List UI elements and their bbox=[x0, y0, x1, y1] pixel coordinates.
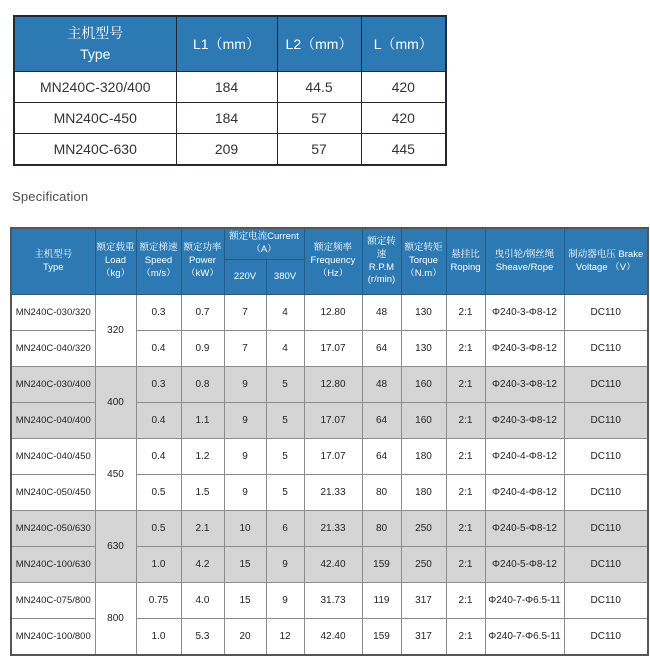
spec-row bbox=[11, 583, 648, 619]
spec-cell-torque: 130 bbox=[401, 331, 446, 367]
spec-cell-frequency: 12.80 bbox=[304, 295, 362, 331]
spec-cell-roping: 2:1 bbox=[446, 511, 485, 547]
spec-cell-current_380v: 5 bbox=[266, 367, 304, 403]
spec-cell-frequency: 17.07 bbox=[304, 439, 362, 475]
spec-cell-current_220v: 7 bbox=[224, 295, 266, 331]
spec-header-roping: 悬挂比 Roping bbox=[446, 228, 485, 295]
spec-cell-torque: 317 bbox=[401, 583, 446, 619]
dim-header-cell: L（mm） bbox=[361, 16, 446, 72]
spec-cell-brake_voltage: DC110 bbox=[564, 295, 648, 331]
spec-cell-torque: 160 bbox=[401, 367, 446, 403]
spec-cell-brake_voltage: DC110 bbox=[564, 331, 648, 367]
spec-row bbox=[11, 439, 648, 475]
spec-cell-speed: 0.3 bbox=[136, 295, 181, 331]
spec-cell-frequency: 17.07 bbox=[304, 331, 362, 367]
spec-cell-rpm: 119 bbox=[362, 583, 401, 619]
spec-cell-current_220v: 9 bbox=[224, 403, 266, 439]
spec-sub-header-current_220v: 220V bbox=[224, 260, 266, 295]
spec-cell-type: MN240C-100/800 bbox=[11, 619, 95, 656]
spec-cell-load: 630 bbox=[95, 511, 136, 583]
spec-cell-speed: 0.3 bbox=[136, 367, 181, 403]
spec-cell-frequency: 31.73 bbox=[304, 583, 362, 619]
spec-header-load: 额定载重 Load （kg） bbox=[95, 228, 136, 295]
spec-cell-sheave_rope: Φ240-3-Φ8-12 bbox=[485, 367, 564, 403]
spec-cell-current_380v: 4 bbox=[266, 331, 304, 367]
spec-cell-sheave_rope: Φ240-4-Φ8-12 bbox=[485, 475, 564, 511]
spec-cell-current_220v: 20 bbox=[224, 619, 266, 656]
spec-cell-brake_voltage: DC110 bbox=[564, 403, 648, 439]
spec-cell-type: MN240C-075/800 bbox=[11, 583, 95, 619]
spec-cell-power: 4.2 bbox=[181, 547, 224, 583]
spec-cell-torque: 250 bbox=[401, 511, 446, 547]
spec-cell-power: 5.3 bbox=[181, 619, 224, 656]
spec-header-torque: 额定转矩 Torque （N.m） bbox=[401, 228, 446, 295]
spec-cell-brake_voltage: DC110 bbox=[564, 475, 648, 511]
dim-header-cell: 主机型号 Type bbox=[14, 16, 176, 72]
spec-cell-rpm: 80 bbox=[362, 475, 401, 511]
spec-cell-speed: 1.0 bbox=[136, 547, 181, 583]
spec-cell-torque: 180 bbox=[401, 439, 446, 475]
spec-cell-current_380v: 5 bbox=[266, 475, 304, 511]
spec-cell-brake_voltage: DC110 bbox=[564, 511, 648, 547]
spec-cell-type: MN240C-050/630 bbox=[11, 511, 95, 547]
spec-cell-rpm: 48 bbox=[362, 367, 401, 403]
spec-cell-current_220v: 15 bbox=[224, 547, 266, 583]
spec-cell-sheave_rope: Φ240-5-Φ8-12 bbox=[485, 547, 564, 583]
spec-cell-rpm: 80 bbox=[362, 511, 401, 547]
spec-cell-speed: 0.4 bbox=[136, 331, 181, 367]
spec-cell-speed: 0.4 bbox=[136, 439, 181, 475]
spec-header-rpm: 额定转速 R.P.M (r/min) bbox=[362, 228, 401, 295]
spec-cell-type: MN240C-040/400 bbox=[11, 403, 95, 439]
spec-row bbox=[11, 511, 648, 547]
spec-cell-roping: 2:1 bbox=[446, 583, 485, 619]
spec-header-brake_voltage: 制动器电压 Brake Voltage （V） bbox=[564, 228, 648, 295]
specification-table bbox=[10, 227, 649, 656]
spec-cell-rpm: 64 bbox=[362, 331, 401, 367]
spec-cell-power: 4.0 bbox=[181, 583, 224, 619]
spec-cell-torque: 250 bbox=[401, 547, 446, 583]
spec-cell-current_380v: 9 bbox=[266, 583, 304, 619]
spec-cell-sheave_rope: Φ240-4-Φ8-12 bbox=[485, 439, 564, 475]
spec-cell-type: MN240C-040/450 bbox=[11, 439, 95, 475]
spec-cell-roping: 2:1 bbox=[446, 403, 485, 439]
dim-table-row bbox=[14, 72, 446, 103]
dim-header-cell: L1（mm） bbox=[176, 16, 277, 72]
spec-header-speed: 额定梯速 Speed （m/s） bbox=[136, 228, 181, 295]
spec-cell-roping: 2:1 bbox=[446, 547, 485, 583]
dimensions-table-header-row bbox=[14, 16, 446, 72]
dim-cell-value: 57 bbox=[277, 134, 361, 166]
spec-cell-frequency: 12.80 bbox=[304, 367, 362, 403]
spec-cell-current_380v: 9 bbox=[266, 547, 304, 583]
spec-cell-current_220v: 10 bbox=[224, 511, 266, 547]
dim-cell-value: 184 bbox=[176, 103, 277, 134]
spec-cell-power: 2.1 bbox=[181, 511, 224, 547]
spec-header-sheave_rope: 曳引轮/钢丝绳 Sheave/Rope bbox=[485, 228, 564, 295]
spec-cell-type: MN240C-040/320 bbox=[11, 331, 95, 367]
spec-cell-speed: 1.0 bbox=[136, 619, 181, 656]
spec-cell-type: MN240C-100/630 bbox=[11, 547, 95, 583]
spec-cell-sheave_rope: Φ240-3-Φ8-12 bbox=[485, 403, 564, 439]
spec-cell-current_220v: 7 bbox=[224, 331, 266, 367]
dimensions-table bbox=[13, 15, 447, 166]
spec-cell-current_220v: 9 bbox=[224, 367, 266, 403]
spec-cell-speed: 0.5 bbox=[136, 475, 181, 511]
spec-cell-brake_voltage: DC110 bbox=[564, 619, 648, 656]
spec-cell-rpm: 64 bbox=[362, 403, 401, 439]
spec-cell-current_380v: 5 bbox=[266, 403, 304, 439]
spec-cell-brake_voltage: DC110 bbox=[564, 367, 648, 403]
spec-group-header-current: 额定电流Current （A） bbox=[224, 228, 304, 260]
dim-cell-type: MN240C-450 bbox=[14, 103, 176, 134]
spec-cell-frequency: 17.07 bbox=[304, 403, 362, 439]
spec-row bbox=[11, 367, 648, 403]
dim-cell-value: 420 bbox=[361, 72, 446, 103]
spec-cell-load: 400 bbox=[95, 367, 136, 439]
spec-cell-rpm: 159 bbox=[362, 619, 401, 656]
spec-cell-sheave_rope: Φ240-7-Φ6.5-11 bbox=[485, 619, 564, 656]
spec-cell-sheave_rope: Φ240-7-Φ6.5-11 bbox=[485, 583, 564, 619]
spec-cell-frequency: 21.33 bbox=[304, 475, 362, 511]
spec-cell-load: 450 bbox=[95, 439, 136, 511]
dim-cell-value: 44.5 bbox=[277, 72, 361, 103]
dim-cell-type: MN240C-630 bbox=[14, 134, 176, 166]
spec-cell-speed: 0.5 bbox=[136, 511, 181, 547]
dim-cell-value: 184 bbox=[176, 72, 277, 103]
spec-cell-sheave_rope: Φ240-3-Φ8-12 bbox=[485, 331, 564, 367]
spec-cell-sheave_rope: Φ240-5-Φ8-12 bbox=[485, 511, 564, 547]
spec-cell-frequency: 21.33 bbox=[304, 511, 362, 547]
spec-cell-sheave_rope: Φ240-3-Φ8-12 bbox=[485, 295, 564, 331]
spec-row bbox=[11, 295, 648, 331]
spec-header-row-1 bbox=[11, 228, 648, 260]
spec-cell-power: 0.9 bbox=[181, 331, 224, 367]
dim-table-row bbox=[14, 103, 446, 134]
spec-cell-type: MN240C-030/320 bbox=[11, 295, 95, 331]
dim-cell-value: 57 bbox=[277, 103, 361, 134]
spec-cell-roping: 2:1 bbox=[446, 295, 485, 331]
spec-cell-speed: 0.4 bbox=[136, 403, 181, 439]
spec-cell-brake_voltage: DC110 bbox=[564, 547, 648, 583]
spec-cell-type: MN240C-030/400 bbox=[11, 367, 95, 403]
dim-cell-value: 209 bbox=[176, 134, 277, 166]
spec-cell-torque: 160 bbox=[401, 403, 446, 439]
spec-cell-current_380v: 5 bbox=[266, 439, 304, 475]
spec-cell-brake_voltage: DC110 bbox=[564, 583, 648, 619]
spec-cell-current_220v: 9 bbox=[224, 439, 266, 475]
spec-cell-power: 1.1 bbox=[181, 403, 224, 439]
spec-cell-power: 0.8 bbox=[181, 367, 224, 403]
spec-header-frequency: 额定频率 Frequency （Hz） bbox=[304, 228, 362, 295]
spec-cell-current_220v: 9 bbox=[224, 475, 266, 511]
spec-cell-roping: 2:1 bbox=[446, 331, 485, 367]
spec-cell-brake_voltage: DC110 bbox=[564, 439, 648, 475]
spec-cell-speed: 0.75 bbox=[136, 583, 181, 619]
spec-cell-power: 0.7 bbox=[181, 295, 224, 331]
spec-cell-roping: 2:1 bbox=[446, 619, 485, 656]
spec-cell-type: MN240C-050/450 bbox=[11, 475, 95, 511]
spec-header-power: 额定功率 Power （kW） bbox=[181, 228, 224, 295]
spec-header-type: 主机型号 Type bbox=[11, 228, 95, 295]
spec-cell-torque: 180 bbox=[401, 475, 446, 511]
spec-cell-rpm: 64 bbox=[362, 439, 401, 475]
spec-cell-roping: 2:1 bbox=[446, 367, 485, 403]
spec-cell-current_380v: 6 bbox=[266, 511, 304, 547]
spec-cell-load: 800 bbox=[95, 583, 136, 656]
spec-cell-rpm: 48 bbox=[362, 295, 401, 331]
spec-cell-current_380v: 4 bbox=[266, 295, 304, 331]
dim-cell-value: 420 bbox=[361, 103, 446, 134]
spec-cell-current_380v: 12 bbox=[266, 619, 304, 656]
spec-cell-rpm: 159 bbox=[362, 547, 401, 583]
dim-cell-value: 445 bbox=[361, 134, 446, 166]
spec-cell-roping: 2:1 bbox=[446, 439, 485, 475]
dim-table-row bbox=[14, 134, 446, 166]
dim-header-cell: L2（mm） bbox=[277, 16, 361, 72]
spec-cell-current_220v: 15 bbox=[224, 583, 266, 619]
spec-cell-power: 1.2 bbox=[181, 439, 224, 475]
spec-cell-frequency: 42.40 bbox=[304, 619, 362, 656]
spec-cell-roping: 2:1 bbox=[446, 475, 485, 511]
spec-cell-torque: 130 bbox=[401, 295, 446, 331]
dim-cell-type: MN240C-320/400 bbox=[14, 72, 176, 103]
spec-cell-power: 1.5 bbox=[181, 475, 224, 511]
spec-cell-torque: 317 bbox=[401, 619, 446, 656]
spec-cell-frequency: 42.40 bbox=[304, 547, 362, 583]
specification-label: Specification bbox=[12, 189, 89, 204]
spec-cell-load: 320 bbox=[95, 295, 136, 367]
spec-sub-header-current_380v: 380V bbox=[266, 260, 304, 295]
